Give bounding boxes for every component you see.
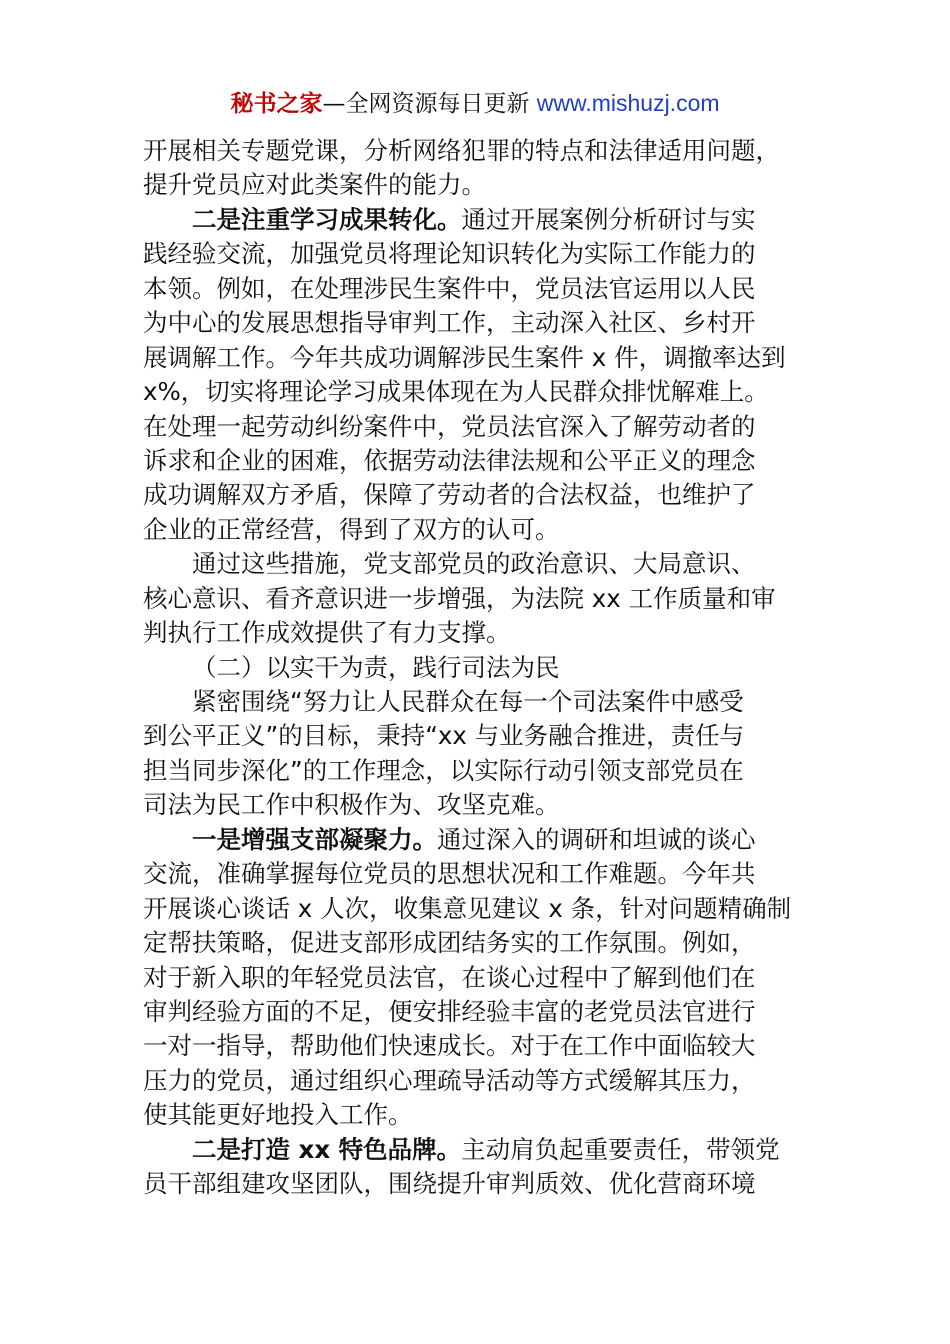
text-line [143, 478, 813, 512]
text-line [143, 341, 813, 375]
site-tagline: —全网资源每日更新 [322, 91, 537, 117]
line-text: 展调解工作。今年共成功调解涉民生案件 x 件，调撤率达到 [143, 342, 786, 372]
line-text: 员干部组建攻坚团队，围绕提升审判质效、优化营商环境 [143, 1169, 756, 1199]
line-text: x%，切实将理论学习成果体现在为人民群众排忧解难上。 [143, 377, 769, 407]
line-text: 紧密围绕“努力让人民群众在每一个司法案件中感受 [192, 687, 744, 716]
text-line [143, 823, 813, 857]
text-line [143, 203, 813, 237]
line-text: 核心意识、看齐意识进一步增强，为法院 xx 工作质量和审 [143, 583, 776, 613]
text-line [143, 1133, 813, 1167]
line-text: （二）以实干为责，践行司法为民 [192, 652, 560, 682]
line-text: 践经验交流，加强党员将理论知识转化为实际工作能力的 [143, 239, 756, 269]
line-text: 通过深入的调研和坦诚的谈心 [437, 824, 756, 854]
text-line [143, 926, 813, 960]
text-line [143, 857, 813, 891]
bold-lead: 二是注重学习成果转化。 [192, 204, 462, 234]
text-line [143, 410, 813, 444]
text-line [143, 788, 813, 822]
text-line [143, 1167, 813, 1201]
line-text: 使其能更好地投入工作。 [143, 1100, 413, 1130]
line-text: 压力的党员，通过组织心理疏导活动等方式缓解其压力， [143, 1065, 756, 1095]
text-line [143, 513, 813, 547]
line-text: 交流，准确掌握每位党员的思想状况和工作难题。今年共 [143, 859, 756, 889]
line-text: 判执行工作成效提供了有力支撑。 [143, 618, 511, 648]
bold-lead: 二是打造 xx 特色品牌。 [192, 1134, 462, 1164]
text-line [143, 547, 813, 581]
line-text: 到公平正义”的目标，秉持“xx 与业务融合推进，责任与 [143, 721, 745, 751]
line-text: 成功调解双方矛盾，保障了劳动者的合法权益，也维护了 [143, 480, 756, 510]
line-text: 为中心的发展思想指导审判工作，主动深入社区、乡村开 [143, 308, 756, 338]
site-header [0, 86, 950, 121]
line-text: 开展谈心谈话 x 人次，收集意见建议 x 条，针对问题精确制 [143, 893, 792, 923]
text-line [143, 306, 813, 340]
text-line [143, 892, 813, 926]
text-line [143, 961, 813, 995]
bold-lead: 一是增强支部凝聚力。 [192, 824, 437, 854]
line-text: 本领。例如，在处理涉民生案件中，党员法官运用以人民 [143, 273, 756, 303]
line-text: 担当同步深化”的工作理念，以实际行动引领支部党员在 [143, 755, 744, 785]
line-text: 在处理一起劳动纠纷案件中，党员法官深入了解劳动者的 [143, 411, 756, 441]
text-line [143, 237, 813, 271]
text-line [143, 1029, 813, 1063]
text-line [143, 444, 813, 478]
line-text: 主动肩负起重要责任，带领党 [461, 1134, 780, 1164]
line-text: 提升党员应对此类案件的能力。 [143, 170, 486, 200]
text-line [143, 995, 813, 1029]
text-line [143, 1064, 813, 1098]
line-text: 开展相关专题党课，分析网络犯罪的特点和法律适用问题， [143, 136, 780, 165]
document-body [143, 134, 813, 1202]
line-text: 通过这些措施，党支部党员的政治意识、大局意识、 [192, 549, 756, 579]
line-text: 审判经验方面的不足，便安排经验丰富的老党员法官进行 [143, 996, 756, 1026]
line-text: 对于新入职的年轻党员法官，在谈心过程中了解到他们在 [143, 962, 756, 992]
text-line [143, 1098, 813, 1132]
text-line [143, 719, 813, 753]
line-text: 一对一指导，帮助他们快速成长。对于在工作中面临较大 [143, 1031, 756, 1061]
site-brand: 秘书之家 [230, 91, 323, 117]
text-line [143, 685, 813, 719]
text-line [143, 272, 813, 306]
text-line [143, 582, 813, 616]
text-line [143, 754, 813, 788]
text-line [143, 651, 813, 685]
site-url-link[interactable]: www.mishuzj.com [536, 90, 720, 116]
line-text: 通过开展案例分析研讨与实 [461, 204, 756, 234]
text-line [143, 616, 813, 650]
line-text: 司法为民工作中积极作为、攻坚克难。 [143, 790, 560, 820]
text-line [143, 375, 813, 409]
line-text: 诉求和企业的困难，依据劳动法律法规和公平正义的理念 [143, 445, 756, 475]
text-line [143, 134, 813, 168]
line-text: 定帮扶策略，促进支部形成团结务实的工作氛围。例如， [143, 928, 756, 958]
text-line [143, 168, 813, 202]
line-text: 企业的正常经营，得到了双方的认可。 [143, 514, 560, 544]
